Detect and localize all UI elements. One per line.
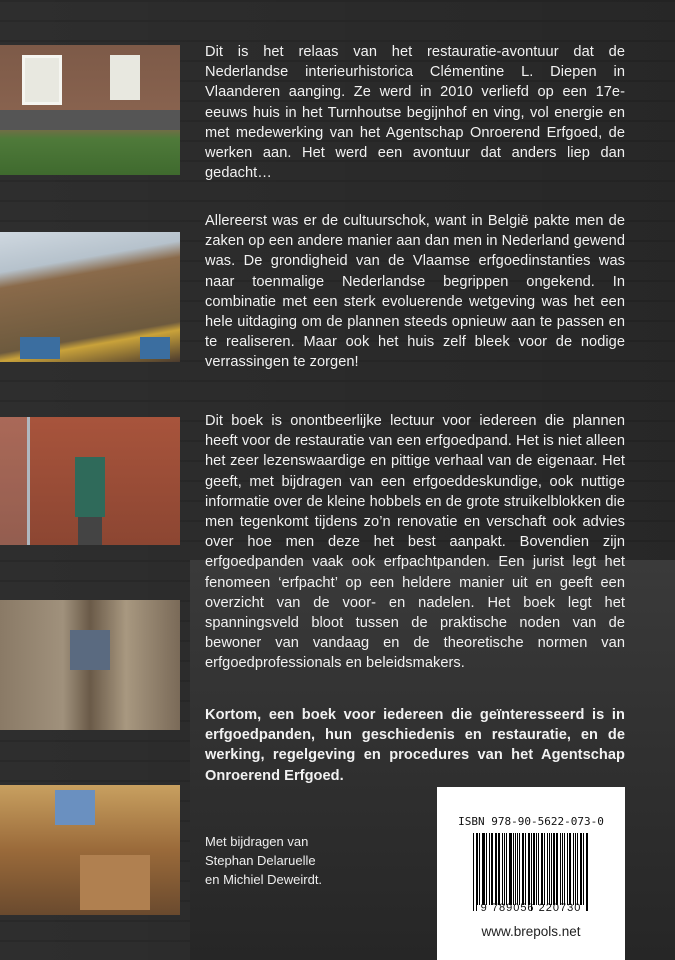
barcode-bar xyxy=(567,833,568,905)
barcode-bar xyxy=(517,833,518,905)
barcode-bar xyxy=(542,833,543,905)
contributor-name: Stephan Delaruelle xyxy=(205,853,316,868)
barcode-bar xyxy=(476,833,477,911)
barcode-bar xyxy=(575,833,576,905)
barcode-bar xyxy=(557,833,558,905)
barcode-bar xyxy=(541,833,542,905)
barcode-bar xyxy=(569,833,570,905)
barcode-bar xyxy=(533,833,535,905)
barcode-bar xyxy=(583,833,584,905)
barcode-bar xyxy=(531,833,532,911)
intro-paragraph: Dit is het relaas van het restauratie-avontuur dat de Nederlandse interieurhistorica Clémentine L. Diepen in Vlaanderen aanging. Ze werd in 2010 verliefd op een 17e-eeuws huis in het Turnhoutse begijnhof en ving, vol energie en met medewerking van het Agentschap Onroerend Erfgoed, de werken aan. Het werd een avontuur dat anders liep dan gedacht… xyxy=(205,44,625,182)
summary-paragraph: Kortom, een boek voor iedereen die geïnteresseerd is in erfgoedpanden, hun geschiedenis en restauratie, en de werking, regelgeving en procedures van het Agentschap Onroerend Erfgoed. xyxy=(205,707,625,784)
description-paragraph: Dit boek is onontbeerlijke lectuur voor iedereen die plannen heeft voor de restauratie van een erfgoedpand. Het is niet alleen het zeer lezenswaardige en pittige verhaal van de eigenaar. Het geeft, met bijdragen van een erfgoeddeskundige, ook nuttige informatie over de kleine hobbels en de grote struikelblokken die men tegenkomt tijdens zo’n renovatie en verschaft ook advies over hoe men deze het best aanpakt. Bovendien zijn erfgoedpanden vaak ook erfpachtpanden. Een jurist legt het fenomeen ‘erfpacht’ op een heldere manier uit en geeft een overzicht van de voor- en nadelen. Het boek legt het spanningsveld bloot tussen de praktische noden van de bewoner van vandaag en de theoretische normen van erfgoedprofessionals en beleidsmakers. xyxy=(205,413,625,672)
barcode-bar xyxy=(577,833,578,905)
contributor-name: en Michiel Deweirdt. xyxy=(205,872,323,887)
barcode-bar xyxy=(473,833,474,911)
context-paragraph: Allereerst was er de cultuurschok, want in België pakte men de zaken op een andere manier aan dan men in Nederland gewend was. De grondigheid van de Vlaamse erfgoedinstanties was naar toenmalige Nederlandse begrippen ongekend. In combinatie met een sterk evoluerende wetgeving was het een hele uitdaging om de plannen steeds opnieuw aan te passen en te realiseren. Maar ook het huis zelf bleek voor de nodige verrassingen te zorgen! xyxy=(205,213,625,371)
barcode-bar xyxy=(479,833,480,905)
barcode-bar xyxy=(551,833,552,905)
barcode-bar xyxy=(523,833,524,905)
photo-facade xyxy=(0,45,180,175)
barcode-bar xyxy=(553,833,555,905)
barcode-bar xyxy=(573,833,575,905)
barcode-bar xyxy=(536,833,537,905)
barcode-bar xyxy=(486,833,487,905)
barcode-bar xyxy=(580,833,581,905)
barcode-box xyxy=(437,787,625,960)
barcode-bar xyxy=(495,833,497,905)
publisher-url: www.brepols.net xyxy=(481,924,581,939)
barcode-bar xyxy=(547,833,548,905)
barcode-bar xyxy=(564,833,565,905)
barcode-bar xyxy=(483,833,485,905)
barcode-bar xyxy=(581,833,582,905)
barcode-bar xyxy=(477,833,478,905)
barcode-bar xyxy=(506,833,507,905)
barcode-bar xyxy=(492,833,493,905)
barcode-bar xyxy=(586,833,587,911)
barcode-bar xyxy=(502,833,503,905)
barcode-bar xyxy=(570,833,571,905)
barcode-bar xyxy=(538,833,539,905)
barcode-bar xyxy=(525,833,526,905)
barcode-bar xyxy=(522,833,523,905)
photo-kitchen xyxy=(0,785,180,915)
barcode-bar xyxy=(519,833,520,905)
barcode xyxy=(473,833,589,911)
barcode-bar xyxy=(528,833,529,905)
barcode-bar xyxy=(510,833,512,905)
isbn-label: ISBN 978-90-5622-073-0 xyxy=(458,815,604,828)
barcode-bar xyxy=(491,833,492,905)
barcode-bar xyxy=(513,833,514,905)
photo-interior xyxy=(0,600,180,730)
barcode-bar xyxy=(549,833,550,905)
barcode-bar xyxy=(544,833,545,905)
barcode-bar xyxy=(560,833,561,905)
barcode-bar xyxy=(498,833,499,905)
photo-scaffold-wall xyxy=(0,417,180,545)
barcode-bar xyxy=(482,833,483,905)
barcode-bar xyxy=(515,833,516,905)
barcode-bar xyxy=(499,833,500,905)
barcode-bar xyxy=(504,833,505,905)
contributors-intro: Met bijdragen van xyxy=(205,834,309,849)
contributors xyxy=(205,832,322,889)
barcode-bar xyxy=(509,833,510,905)
barcode-bar xyxy=(529,833,530,905)
barcode-bar xyxy=(556,833,557,905)
photo-roof xyxy=(0,232,180,362)
ean-number: 9 789056 220730 xyxy=(480,902,582,914)
barcode-bar xyxy=(587,833,588,911)
barcode-bar xyxy=(562,833,563,905)
barcode-bar xyxy=(489,833,490,905)
